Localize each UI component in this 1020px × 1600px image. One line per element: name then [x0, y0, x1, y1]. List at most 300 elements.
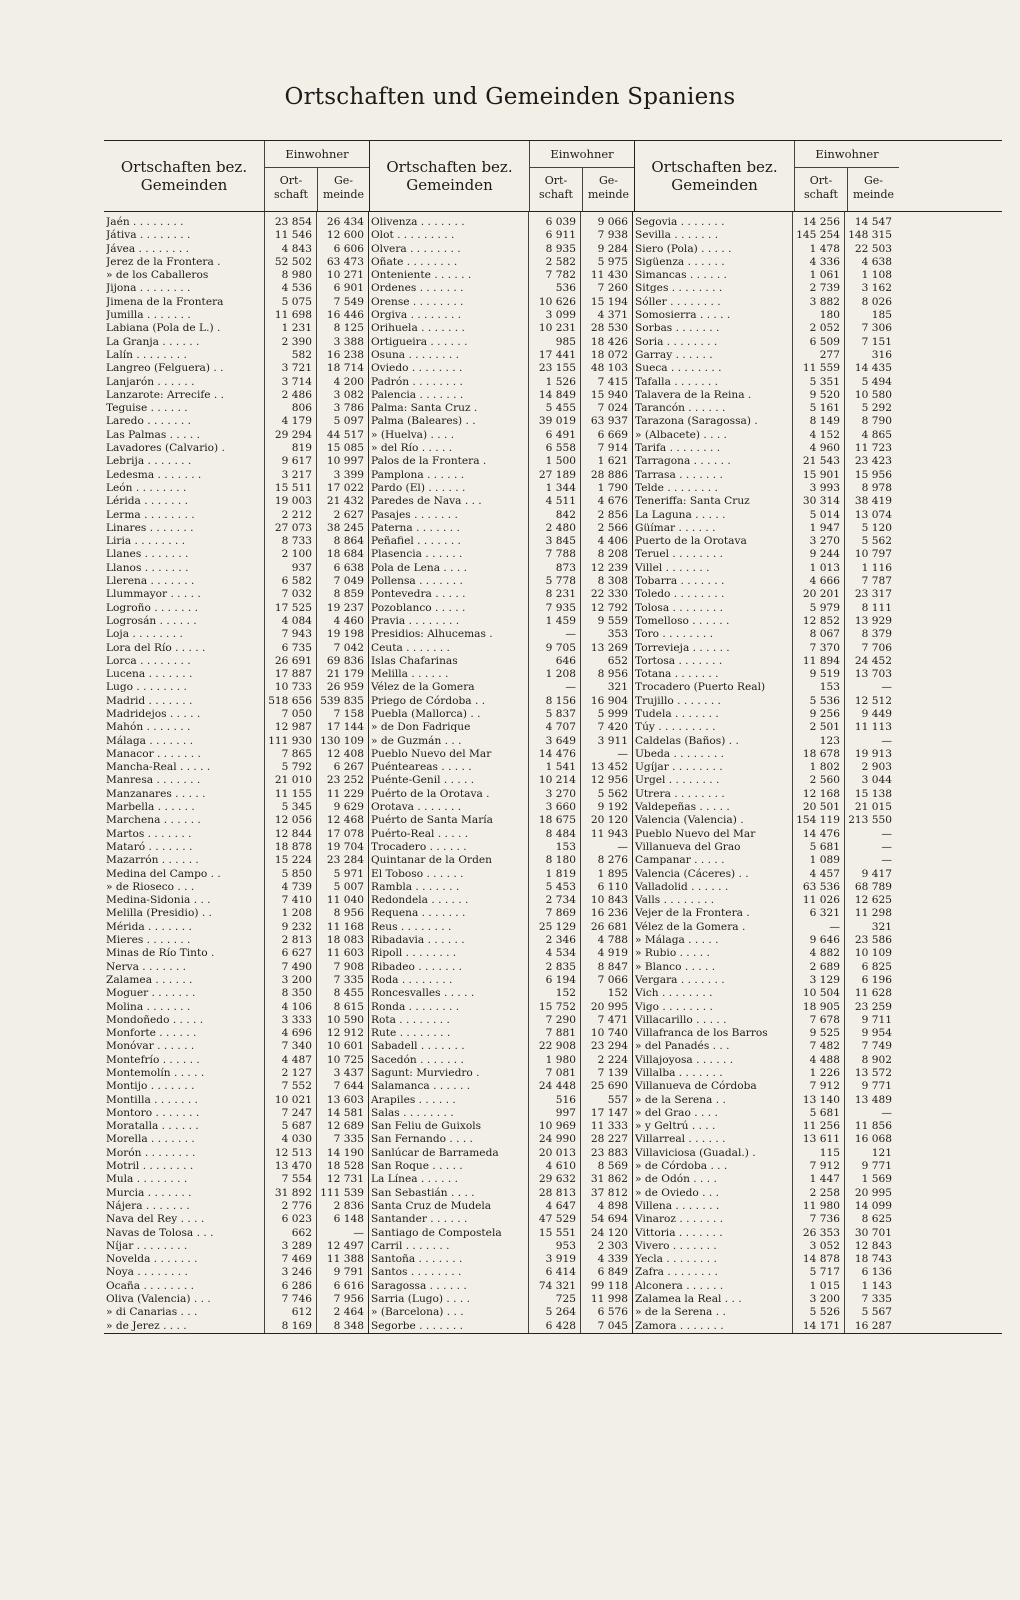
gemeinde-value: 25 690 — [590, 1080, 628, 1093]
gemeinde-value: 21 432 — [326, 495, 364, 508]
place-name: Paredes de Nava . . . — [371, 495, 482, 508]
gemeinde-value: 9 284 — [597, 242, 628, 255]
ortschaft-value: 1 500 — [545, 455, 576, 468]
place-name: Reus . . . . . . . . — [371, 920, 452, 933]
ortschaft-value: 4 152 — [809, 428, 840, 441]
gemeinde-value: 21 015 — [854, 801, 892, 814]
place-name: Totana . . . . . . . — [635, 668, 719, 681]
header-place-label: Ortschaften bez. Gemeinden — [386, 158, 513, 194]
ortschaft-value: 2 346 — [545, 934, 576, 947]
ortschaft-value: 15 511 — [274, 481, 312, 494]
gemeinde-value: 12 239 — [590, 561, 628, 574]
ortschaft-value: 22 908 — [538, 1040, 576, 1053]
place-name: Pontevedra . . . . . — [371, 588, 466, 601]
place-name: Vigo . . . . . . . . — [635, 1000, 713, 1013]
place-column-3 — [632, 212, 792, 1333]
gemeinde-value: 2 464 — [333, 1306, 364, 1319]
ortschaft-value: 582 — [291, 348, 312, 361]
gemeinde-value: 1 790 — [597, 481, 628, 494]
gemeinde-value: 18 083 — [326, 934, 364, 947]
ortschaft-value: 612 — [291, 1306, 312, 1319]
gemeinde-value: 23 259 — [854, 1000, 892, 1013]
ortschaft-value: 1 447 — [809, 1173, 840, 1186]
place-name: Nerva . . . . . . . — [106, 960, 187, 973]
ortschaft-value: 6 321 — [809, 907, 840, 920]
ortschaft-value: 180 — [819, 309, 840, 322]
gemeinde-value: 15 138 — [854, 787, 892, 800]
gemeinde-value: 1 108 — [861, 269, 892, 282]
place-name: Vélez de la Gomera — [371, 681, 475, 694]
gemeinde-value: 14 099 — [854, 1199, 892, 1212]
gemeinde-value: 28 886 — [590, 468, 628, 481]
place-name: » de Don Fadrique — [371, 721, 471, 734]
place-name: Valdepeñas . . . . . — [635, 801, 730, 814]
ortschaft-value: 15 752 — [538, 1000, 576, 1013]
place-name: Somosierra . . . . . — [635, 309, 731, 322]
place-name: Palos de la Frontera . — [371, 455, 487, 468]
gemeinde-value: 8 902 — [861, 1053, 892, 1066]
header-place-3 — [634, 141, 794, 211]
place-name: Santos . . . . . . . . — [371, 1266, 462, 1279]
gemeinde-value: 16 287 — [854, 1319, 892, 1332]
ortschaft-value: 3 099 — [545, 309, 576, 322]
gemeinde-value: 23 586 — [854, 934, 892, 947]
place-name: Lebrija . . . . . . . — [106, 455, 192, 468]
place-name: Segorbe . . . . . . . — [371, 1319, 463, 1332]
gemeinde-value: 6 849 — [597, 1266, 628, 1279]
place-name: Mataró . . . . . . . — [106, 840, 193, 853]
place-name: Tolosa . . . . . . . . — [635, 601, 724, 614]
gemeinde-value: 23 252 — [326, 774, 364, 787]
ortschaft-value: 5 526 — [809, 1306, 840, 1319]
place-name: » de la Serena . . — [635, 1093, 726, 1106]
gemeinde-value: 11 229 — [326, 787, 364, 800]
gemeinde-value: 12 843 — [854, 1239, 892, 1252]
ortschaft-value: 10 021 — [274, 1093, 312, 1106]
place-name: Logrosán . . . . . . — [106, 614, 197, 627]
gemeinde-value: 10 580 — [854, 388, 892, 401]
ortschaft-value: 5 681 — [809, 840, 840, 853]
gemeinde-value: 11 943 — [590, 827, 628, 840]
place-name: Plasencia . . . . . . — [371, 548, 463, 561]
ortschaft-value: 8 180 — [545, 854, 576, 867]
place-name: San Fernando . . . . — [371, 1133, 473, 1146]
place-name: Ortigueira . . . . . . — [371, 335, 468, 348]
gemeinde-value: 8 790 — [861, 415, 892, 428]
ortschaft-value: 11 026 — [802, 894, 840, 907]
place-name: Vivero . . . . . . . — [635, 1239, 717, 1252]
place-name: Osuna . . . . . . . . — [371, 348, 459, 361]
gemeinde-value: 10 590 — [326, 1013, 364, 1026]
ortschaft-value: 1 541 — [545, 761, 576, 774]
gemeinde-value: — — [881, 681, 892, 694]
place-name: Zamora . . . . . . . — [635, 1319, 724, 1332]
ortschaft-value: 7 490 — [281, 960, 312, 973]
ortschaft-value: 2 100 — [281, 548, 312, 561]
gemeinde-value: 21 179 — [326, 668, 364, 681]
ortschaft-value: 5 345 — [281, 801, 312, 814]
place-name: Melilla (Presidio) . . — [106, 907, 212, 920]
gemeinde-value: 6 825 — [861, 960, 892, 973]
place-name: Puénteareas . . . . . — [371, 761, 472, 774]
ortschaft-value: 2 486 — [281, 388, 312, 401]
place-name: Lalín . . . . . . . . — [106, 348, 187, 361]
ortschaft-value: 3 270 — [545, 787, 576, 800]
gemeinde-value: 6 669 — [597, 428, 628, 441]
place-name: Villena . . . . . . . — [635, 1199, 720, 1212]
gemeinde-value: 11 628 — [854, 987, 892, 1000]
ortschaft-column-1 — [264, 212, 316, 1333]
ortschaft-value: 4 666 — [809, 575, 840, 588]
place-name: Montilla . . . . . . . — [106, 1093, 198, 1106]
place-name: Jijona . . . . . . . . — [106, 282, 191, 295]
gemeinde-value: 3 388 — [333, 335, 364, 348]
ortschaft-value: 14 476 — [802, 827, 840, 840]
gemeinde-value: 63 473 — [326, 255, 364, 268]
gemeinde-value: 5 567 — [861, 1306, 892, 1319]
gemeinde-value: 99 118 — [590, 1279, 628, 1292]
ortschaft-value: 8 149 — [809, 415, 840, 428]
ortschaft-value: 74 321 — [538, 1279, 576, 1292]
place-name: Ronda . . . . . . . . — [371, 1000, 460, 1013]
gemeinde-value: 7 335 — [333, 1133, 364, 1146]
gemeinde-value: 11 998 — [590, 1293, 628, 1306]
place-name: Puebla (Mallorca) . . — [371, 707, 481, 720]
ortschaft-value: 21 010 — [274, 774, 312, 787]
gemeinde-value: 17 144 — [326, 721, 364, 734]
place-name: Manacor . . . . . . . — [106, 747, 201, 760]
header-gemeinde: Ge-meinde — [582, 168, 634, 211]
place-name: Lorca . . . . . . . . — [106, 654, 191, 667]
ortschaft-value: 27 073 — [274, 521, 312, 534]
ortschaft-value: 1 478 — [809, 242, 840, 255]
place-name: Presidios: Alhucemas . — [371, 628, 493, 641]
header-inhabitants-1 — [264, 141, 369, 211]
gemeinde-value: 5 097 — [333, 415, 364, 428]
gemeinde-value: 15 085 — [326, 442, 364, 455]
gemeinde-value: 8 569 — [597, 1160, 628, 1173]
ortschaft-value: 842 — [555, 508, 576, 521]
place-name: Sueca . . . . . . . . — [635, 362, 722, 375]
gemeinde-value: 7 749 — [861, 1040, 892, 1053]
ortschaft-value: 3 333 — [281, 1013, 312, 1026]
place-name: Siero (Pola) . . . . . — [635, 242, 732, 255]
ortschaft-value: 4 707 — [545, 721, 576, 734]
gemeinde-value: 2 303 — [597, 1239, 628, 1252]
gemeinde-value: 8 208 — [597, 548, 628, 561]
place-name: Quintanar de la Orden — [371, 854, 492, 867]
ortschaft-value: 31 892 — [274, 1186, 312, 1199]
ortschaft-value: 3 200 — [281, 973, 312, 986]
gemeinde-value: 9 711 — [861, 1013, 892, 1026]
gemeinde-value: 152 — [607, 987, 628, 1000]
ortschaft-value: 4 487 — [281, 1053, 312, 1066]
place-name: Ribadeo . . . . . . . — [371, 960, 463, 973]
ortschaft-value: 7 678 — [809, 1013, 840, 1026]
ortschaft-value: 5 536 — [809, 694, 840, 707]
place-name: Ubeda . . . . . . . . — [635, 747, 724, 760]
header-inhabitants-3 — [794, 141, 899, 211]
gemeinde-value: 68 789 — [854, 880, 892, 893]
gemeinde-value: 22 503 — [854, 242, 892, 255]
gemeinde-value: 12 600 — [326, 229, 364, 242]
place-name: » de Odón . . . . — [635, 1173, 717, 1186]
ortschaft-value: 6 023 — [281, 1213, 312, 1226]
ortschaft-value: 25 129 — [538, 920, 576, 933]
gemeinde-value: 12 512 — [854, 694, 892, 707]
gemeinde-value: 6 136 — [861, 1266, 892, 1279]
ortschaft-value: 12 987 — [274, 721, 312, 734]
header-gemeinde: Ge-meinde — [847, 168, 899, 211]
ortschaft-value: 4 511 — [545, 495, 576, 508]
place-name: Llerena . . . . . . . — [106, 575, 195, 588]
gemeinde-value: 652 — [607, 654, 628, 667]
ortschaft-value: 3 714 — [281, 375, 312, 388]
ortschaft-value: 2 813 — [281, 934, 312, 947]
ortschaft-value: 2 560 — [809, 774, 840, 787]
gemeinde-value: 1 569 — [861, 1173, 892, 1186]
ortschaft-value: 7 410 — [281, 894, 312, 907]
place-name: » (Barcelona) . . . — [371, 1306, 464, 1319]
ortschaft-value: 7 943 — [281, 628, 312, 641]
place-name: Paterna . . . . . . . — [371, 521, 460, 534]
ortschaft-value: 937 — [291, 561, 312, 574]
place-name: Caldelas (Baños) . . — [635, 734, 739, 747]
ortschaft-value: 4 739 — [281, 880, 312, 893]
ortschaft-value: 28 813 — [538, 1186, 576, 1199]
ortschaft-value: 145 254 — [796, 229, 840, 242]
gemeinde-value: 48 103 — [590, 362, 628, 375]
gemeinde-value: 2 836 — [333, 1199, 364, 1212]
gemeinde-value: 15 940 — [590, 388, 628, 401]
place-name: Monóvar . . . . . . — [106, 1040, 195, 1053]
place-name: Trujillo . . . . . . . — [635, 694, 721, 707]
place-name: Lavadores (Calvario) . — [106, 442, 225, 455]
ortschaft-value: 7 881 — [545, 1027, 576, 1040]
ortschaft-value: 6 428 — [545, 1319, 576, 1332]
ortschaft-value: 6 735 — [281, 641, 312, 654]
ortschaft-value: 11 559 — [802, 362, 840, 375]
ortschaft-value: 4 960 — [809, 442, 840, 455]
place-name: Sabadell . . . . . . . — [371, 1040, 465, 1053]
ortschaft-value: 153 — [819, 681, 840, 694]
place-name: Las Palmas . . . . . — [106, 428, 200, 441]
ortschaft-value: 819 — [291, 442, 312, 455]
place-name: » Blanco . . . . . — [635, 960, 716, 973]
table-body — [104, 212, 1002, 1333]
place-name: Teruel . . . . . . . . — [635, 548, 723, 561]
ortschaft-value: 11 980 — [802, 1199, 840, 1212]
ortschaft-value: 10 231 — [538, 322, 576, 335]
gemeinde-value: 4 638 — [861, 255, 892, 268]
place-name: Málaga . . . . . . . — [106, 734, 194, 747]
gemeinde-value: 16 446 — [326, 309, 364, 322]
gemeinde-value: 8 615 — [333, 1000, 364, 1013]
gemeinde-value: 185 — [871, 309, 892, 322]
place-name: Jaén . . . . . . . . — [106, 216, 184, 228]
ortschaft-value: 10 733 — [274, 681, 312, 694]
ortschaft-value: 11 155 — [274, 787, 312, 800]
place-name: Sanlúcar de Barrameda — [371, 1146, 499, 1159]
ortschaft-value: 3 660 — [545, 801, 576, 814]
ortschaft-value: 985 — [555, 335, 576, 348]
ortschaft-value: 17 887 — [274, 668, 312, 681]
gemeinde-value: 9 417 — [861, 867, 892, 880]
ortschaft-value: 13 140 — [802, 1093, 840, 1106]
ortschaft-value: 1 208 — [281, 907, 312, 920]
place-name: Puérto-Real . . . . . — [371, 827, 469, 840]
place-name: Ocaña . . . . . . . . — [106, 1279, 194, 1292]
ortschaft-value: 24 990 — [538, 1133, 576, 1146]
place-name: Vich . . . . . . . . — [635, 987, 713, 1000]
gemeinde-value: 9 771 — [861, 1160, 892, 1173]
ortschaft-value: 2 480 — [545, 521, 576, 534]
place-name: » del Panadés . . . — [635, 1040, 730, 1053]
place-name: Noya . . . . . . . . — [106, 1266, 188, 1279]
ortschaft-value: 7 865 — [281, 747, 312, 760]
place-name: Orihuela . . . . . . . — [371, 322, 465, 335]
place-name: Villanueva del Grao — [635, 840, 741, 853]
ortschaft-value: 5 455 — [545, 402, 576, 415]
ortschaft-value: — — [565, 681, 576, 694]
ortschaft-value: 7 290 — [545, 1013, 576, 1026]
ortschaft-value: 7 370 — [809, 641, 840, 654]
gemeinde-value: 44 517 — [326, 428, 364, 441]
header-place-1 — [104, 141, 264, 211]
ortschaft-value: 3 052 — [809, 1239, 840, 1252]
gemeinde-value: 3 399 — [333, 468, 364, 481]
gemeinde-value: 2 856 — [597, 508, 628, 521]
gemeinde-value: 11 723 — [854, 442, 892, 455]
gemeinde-value: 11 040 — [326, 894, 364, 907]
place-name: » del Grao . . . . — [635, 1106, 718, 1119]
place-name: Mieres . . . . . . . — [106, 934, 191, 947]
ortschaft-value: 536 — [555, 282, 576, 295]
ortschaft-value: 8 733 — [281, 535, 312, 548]
ortschaft-value: 4 336 — [809, 255, 840, 268]
ortschaft-value: 9 617 — [281, 455, 312, 468]
place-name: Linares . . . . . . . — [106, 521, 194, 534]
gemeinde-value: 5 971 — [333, 867, 364, 880]
place-name: Montefrío . . . . . . — [106, 1053, 200, 1066]
gemeinde-column-3 — [844, 212, 896, 1333]
place-name: Medina-Sidonia . . . — [106, 894, 211, 907]
place-name: Telde . . . . . . . . — [635, 481, 718, 494]
ortschaft-value: 18 878 — [274, 840, 312, 853]
ortschaft-value: 5 850 — [281, 867, 312, 880]
ortschaft-value: 7 032 — [281, 588, 312, 601]
place-name: Villacarillo . . . . . — [635, 1013, 727, 1026]
ortschaft-value: 63 536 — [802, 880, 840, 893]
place-name: Moguer . . . . . . . — [106, 987, 196, 1000]
place-name: Ugíjar . . . . . . . . — [635, 761, 723, 774]
gemeinde-value: 121 — [871, 1146, 892, 1159]
gemeinde-value: 63 937 — [590, 415, 628, 428]
header-ortschaft: Ort-schaft — [274, 174, 308, 201]
place-name: La Línea . . . . . . — [371, 1173, 458, 1186]
place-name: Novelda . . . . . . . — [106, 1253, 198, 1266]
ortschaft-value: 997 — [555, 1106, 576, 1119]
place-name: Valencia (Cáceres) . . — [635, 867, 749, 880]
place-name: Pueblo Nuevo del Mar — [635, 827, 756, 840]
gemeinde-value: 15 956 — [854, 468, 892, 481]
place-name: Pola de Lena . . . . — [371, 561, 467, 574]
place-name: Lucena . . . . . . . — [106, 668, 193, 681]
gemeinde-value: 12 792 — [590, 601, 628, 614]
gemeinde-value: 18 714 — [326, 362, 364, 375]
place-name: » de Córdoba . . . — [635, 1160, 728, 1173]
place-name: Jerez de la Frontera . — [106, 255, 221, 268]
gemeinde-value: 7 415 — [597, 375, 628, 388]
place-name: Redondela . . . . . . — [371, 894, 469, 907]
gemeinde-value: 16 904 — [590, 694, 628, 707]
gemeinde-value: 37 812 — [590, 1186, 628, 1199]
place-name: Pravia . . . . . . . . — [371, 614, 460, 627]
gemeinde-value: 4 919 — [597, 947, 628, 960]
ortschaft-value: 7 746 — [281, 1293, 312, 1306]
place-name: Islas Chafarinas — [371, 654, 458, 667]
gemeinde-value: 13 603 — [326, 1093, 364, 1106]
gemeinde-value: 16 238 — [326, 348, 364, 361]
gemeinde-value: 13 074 — [854, 508, 892, 521]
place-name: Tarancón . . . . . . — [635, 402, 726, 415]
ortschaft-value: 10 626 — [538, 295, 576, 308]
ortschaft-value: 23 854 — [274, 216, 312, 228]
ortschaft-value: — — [565, 628, 576, 641]
ortschaft-value: 11 698 — [274, 309, 312, 322]
gemeinde-value: 16 068 — [854, 1133, 892, 1146]
place-name: Lora del Río . . . . . — [106, 641, 206, 654]
place-name: Valladolid . . . . . . — [635, 880, 729, 893]
place-name: Montijo . . . . . . . — [106, 1080, 195, 1093]
header-gemeinde: Ge-meinde — [317, 168, 369, 211]
place-name: Níjar . . . . . . . . — [106, 1239, 188, 1252]
gemeinde-value: 6 576 — [597, 1306, 628, 1319]
gemeinde-value: 8 348 — [333, 1319, 364, 1332]
place-name: Villaviciosa (Guadal.) . — [635, 1146, 756, 1159]
ortschaft-value: 13 470 — [274, 1160, 312, 1173]
place-name: » Málaga . . . . . — [635, 934, 719, 947]
place-name: El Toboso . . . . . . — [371, 867, 464, 880]
ortschaft-value: 1 819 — [545, 867, 576, 880]
ortschaft-value: 8 980 — [281, 269, 312, 282]
place-name: Marbella . . . . . . — [106, 801, 195, 814]
place-name: Talavera de la Reina . — [635, 388, 752, 401]
header-inhabitants-2 — [529, 141, 634, 211]
gemeinde-value: 26 434 — [326, 216, 364, 228]
place-name: Llummayor . . . . . — [106, 588, 201, 601]
ortschaft-value: 7 482 — [809, 1040, 840, 1053]
header-place-2 — [369, 141, 529, 211]
ortschaft-value: 11 546 — [274, 229, 312, 242]
gemeinde-value: 130 109 — [320, 734, 364, 747]
ortschaft-value: 873 — [555, 561, 576, 574]
gemeinde-value: 148 315 — [848, 229, 892, 242]
ortschaft-value: 7 935 — [545, 601, 576, 614]
place-column-2 — [368, 212, 528, 1333]
gemeinde-value: 6 901 — [333, 282, 364, 295]
ortschaft-value: 2 734 — [545, 894, 576, 907]
gemeinde-value: 10 843 — [590, 894, 628, 907]
ortschaft-value: 11 256 — [802, 1120, 840, 1133]
gemeinde-value: 4 371 — [597, 309, 628, 322]
gemeinde-value: 23 317 — [854, 588, 892, 601]
ortschaft-value: 3 246 — [281, 1266, 312, 1279]
place-name: Langreo (Felguera) . . — [106, 362, 224, 375]
gemeinde-value: 20 995 — [590, 1000, 628, 1013]
ortschaft-value: 2 052 — [809, 322, 840, 335]
gemeinde-value: 23 423 — [854, 455, 892, 468]
